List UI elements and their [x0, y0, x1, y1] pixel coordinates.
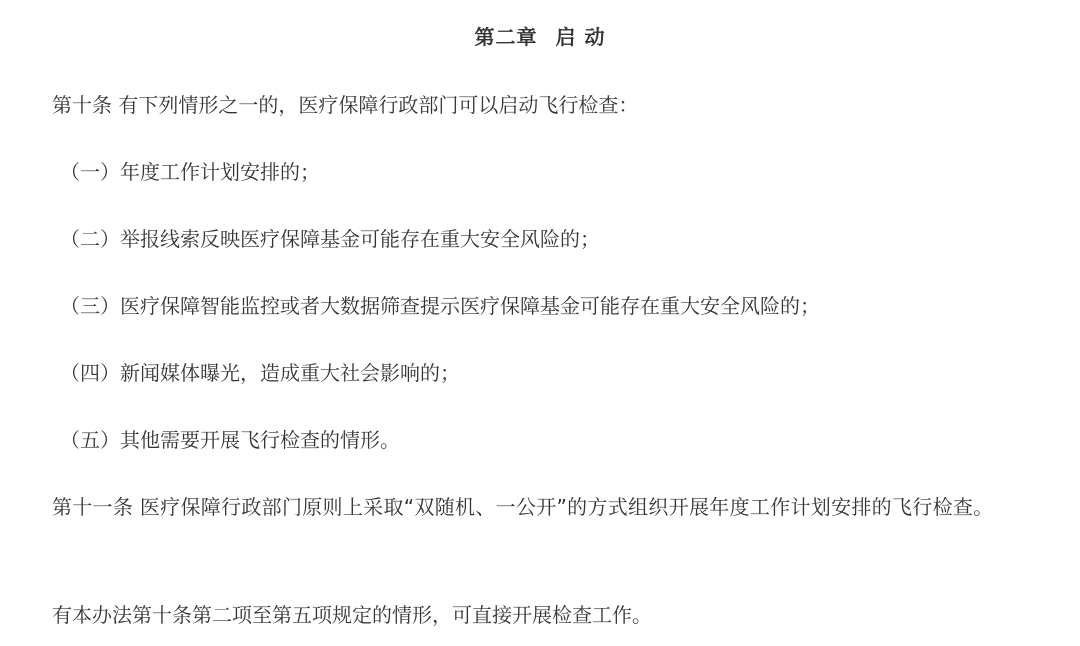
article-10-item-2: （二）举报线索反映医疗保障基金可能存在重大安全风险的； [60, 227, 600, 251]
article-11-followup: 有本办法第十条第二项至第五项规定的情形，可直接开展检查工作。 [52, 603, 652, 627]
article-10-item-4: （四）新闻媒体曝光，造成重大社会影响的； [60, 361, 460, 385]
article-10-intro: 第十条 有下列情形之一的，医疗保障行政部门可以启动飞行检查： [52, 93, 639, 117]
chapter-title [0, 22, 1080, 52]
chapter-number: 第二章 [474, 25, 538, 49]
article-10-item-3: （三）医疗保障智能监控或者大数据筛查提示医疗保障基金可能存在重大安全风险的； [60, 294, 820, 318]
article-11-text: 第十一条 医疗保障行政部门原则上采取“双随机、一公开”的方式组织开展年度工作计划安排的飞行检查。 [52, 495, 994, 519]
article-10-item-5: （五）其他需要开展飞行检查的情形。 [60, 428, 400, 452]
article-10-item-1: （一）年度工作计划安排的； [60, 160, 320, 184]
chapter-name: 启 动 [555, 25, 606, 49]
